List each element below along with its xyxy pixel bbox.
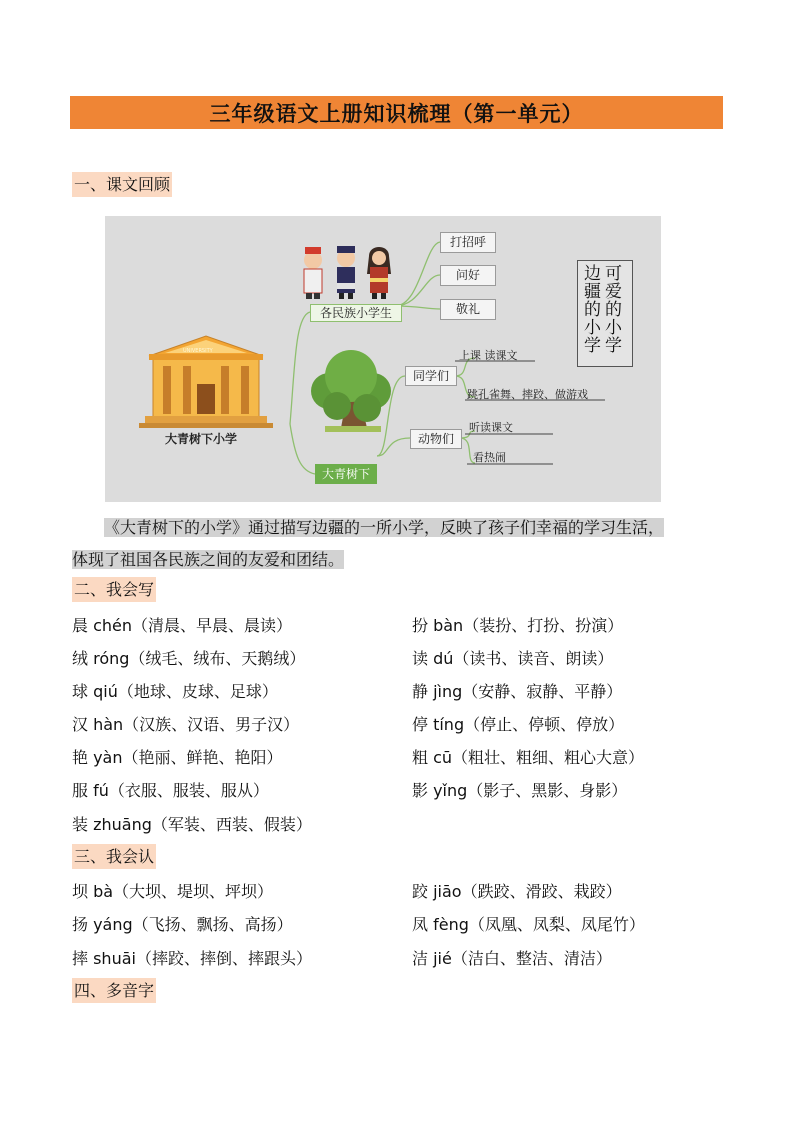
write-item: 读 dú（读书、读音、朗读） (412, 649, 614, 668)
recognize-item: 凤 fèng（凤凰、凤梨、凤尾竹） (412, 915, 645, 934)
write-item: 装 zhuāng（军装、西装、假装） (72, 815, 312, 834)
write-item: 粗 cū（粗壮、粗细、粗心大意） (412, 748, 645, 767)
mindmap-item-listen: 听读课文 (469, 421, 513, 434)
recognize-item: 扬 yáng（飞扬、飘扬、高扬） (72, 915, 293, 934)
mindmap-group-animals: 动物们 (410, 429, 462, 449)
write-item: 晨 chén（清晨、早晨、晨读） (72, 616, 293, 635)
mindmap-title-col1: 可爱的小学 (601, 264, 621, 354)
recognize-item: 洁 jié（洁白、整洁、清洁） (412, 949, 612, 968)
section-heading-polyphone: 四、多音字 (72, 978, 156, 1003)
section-heading-review: 一、课文回顾 (72, 172, 172, 197)
write-item: 静 jìng（安静、寂静、平静） (412, 682, 623, 701)
page-title: 三年级语文上册知识梳理（第一单元） (70, 96, 723, 129)
mindmap-branch-students: 各民族小学生 (310, 304, 402, 322)
mindmap-item-dance: 跳孔雀舞、摔跤、做游戏 (467, 388, 588, 401)
mindmap-school-label: 大青树下小学 (165, 432, 238, 446)
write-item: 球 qiú（地球、皮球、足球） (72, 682, 278, 701)
write-item: 影 yǐng（影子、黑影、身影） (412, 781, 628, 800)
mindmap-figure (105, 216, 661, 502)
mindmap-item-class: 上课 读课文 (459, 349, 518, 362)
mindmap-group-classmates: 同学们 (405, 366, 457, 386)
recognize-item: 坝 bà（大坝、堤坝、坪坝） (72, 882, 274, 901)
write-item: 停 tíng（停止、停顿、停放） (412, 715, 625, 734)
school-sign: UNIVERSITY (183, 348, 213, 354)
students-icon (304, 246, 391, 299)
mindmap-item-watch: 看热闹 (473, 451, 506, 464)
mindmap-branch-tree: 大青树下 (315, 464, 377, 484)
summary-line-2: 体现了祖国各民族之间的友爱和团结。 (72, 550, 345, 569)
section-heading-recognize: 三、我会认 (72, 844, 156, 869)
mindmap-item-salute: 敬礼 (440, 299, 496, 320)
write-item: 艳 yàn（艳丽、鲜艳、艳阳） (72, 748, 283, 767)
mindmap-title-col2: 边疆的小学 (580, 264, 600, 354)
summary-line-1: 《大青树下的小学》通过描写边疆的一所小学，反映了孩子们幸福的学习生活， (104, 518, 665, 537)
write-item: 扮 bàn（装扮、打扮、扮演） (412, 616, 624, 635)
summary-paragraph (72, 512, 732, 576)
recognize-item: 跤 jiāo（跌跤、滑跤、栽跤） (412, 882, 622, 901)
mindmap-item-greet: 打招呼 (440, 232, 496, 253)
write-item: 服 fú（衣服、服装、服从） (72, 781, 269, 800)
recognize-item: 摔 shuāi（摔跤、摔倒、摔跟头） (72, 949, 312, 968)
mindmap-item-hello: 问好 (440, 265, 496, 286)
tree-icon (311, 350, 391, 432)
write-item: 绒 róng（绒毛、绒布、天鹅绒） (72, 649, 306, 668)
write-item: 汉 hàn（汉族、汉语、男子汉） (72, 715, 300, 734)
section-heading-write: 二、我会写 (72, 577, 156, 602)
